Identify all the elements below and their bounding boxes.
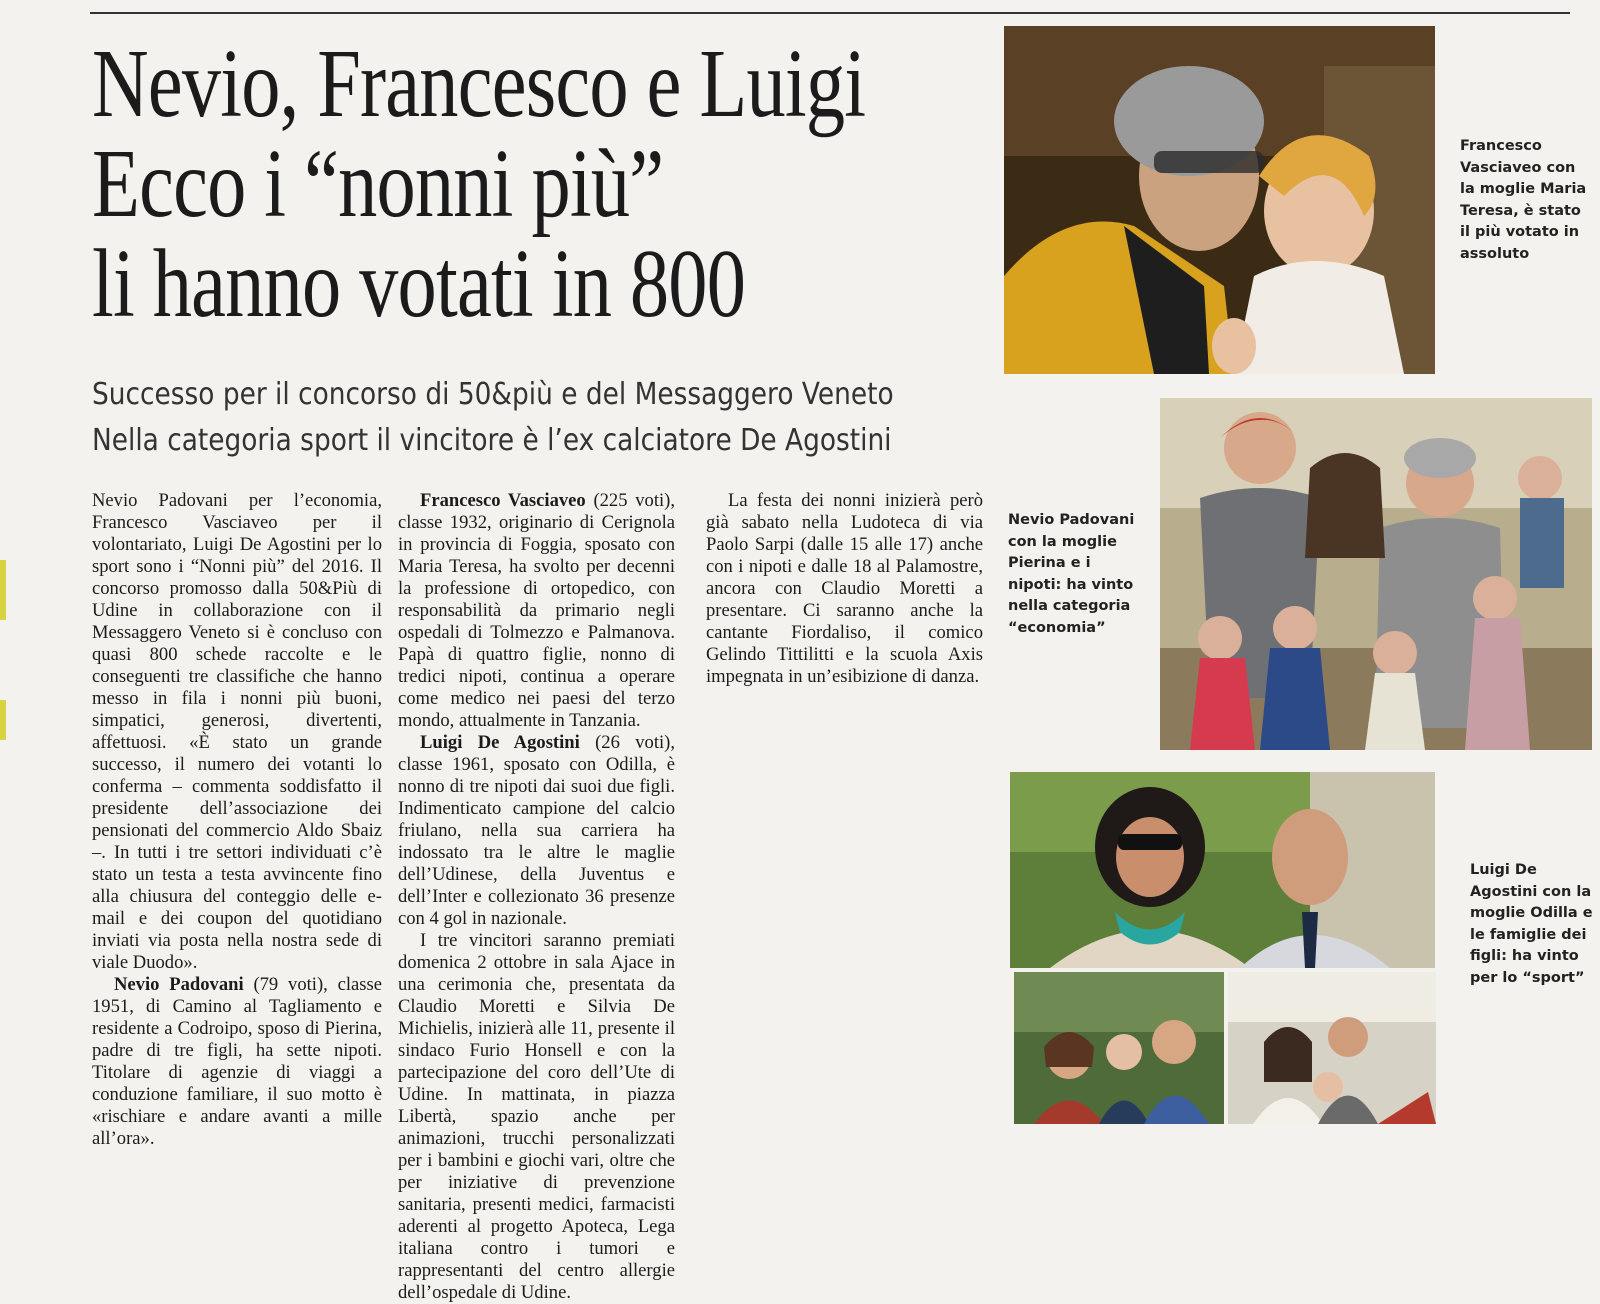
- top-rule: [90, 12, 1570, 14]
- caption-vasciaveo: [1460, 136, 1586, 265]
- article-text: (225 voti), classe 1932, originario di Cerignola in provincia di Foggia, sposato con Maria Teresa, ha svolto per decenni la professione di ortopedico, con responsabilità da primario negli ospedali di Tolmezzo e Palmanova. Papà di quattro figlie, nonno di tredici nipoti, continua a operare come medico nei paesi del terzo mondo, attualmente in Tanzania.: [398, 490, 675, 731]
- caption-line: le famiglie dei: [1470, 926, 1587, 943]
- caption-line: assoluto: [1460, 245, 1530, 262]
- caption-line: “economia”: [1008, 619, 1106, 636]
- person-name: Nevio Padovani: [114, 974, 244, 995]
- headline-line-1: Nevio, Francesco e Luigi: [92, 30, 866, 138]
- caption-padovani: [1008, 510, 1134, 639]
- article-column-2: [398, 490, 675, 1303]
- article-paragraph: [398, 490, 675, 732]
- caption-line: per lo “sport”: [1470, 969, 1585, 986]
- caption-de-agostini: [1470, 860, 1593, 989]
- article-paragraph: [92, 974, 382, 1150]
- caption-line: figli: ha vinto: [1470, 948, 1579, 964]
- page-edge-mark: [0, 700, 6, 740]
- caption-line: il più votato in: [1460, 224, 1580, 240]
- article-paragraph: La festa dei nonni inizierà però già sabato nella Ludoteca di via Paolo Sarpi (dalle 15 alle 17) anche con i nipoti e dalle 18 al Palamostre, ancora con Claudio Moretti a presentare. Ci saranno anche la cantante Fiordaliso, il comico Gelindo Tittilitti e la scuola Axis impegnata in un’esibizione di danza.: [706, 490, 983, 687]
- caption-line: Teresa, è stato: [1460, 202, 1581, 219]
- article-paragraph: Nevio Padovani per l’economia, Francesco Vasciaveo per il volontariato, Luigi De Agostini per lo sport sono i “Nonni più” del 2016. Il concorso promosso dalla 50&Più di Udine in collaborazione con il Messaggero Veneto si è concluso con quasi 800 schede raccolte e le conseguenti tre classifiche che hanno messo in fila i nonni più buoni, simpatici, generosi, divertenti, affettuosi. «È stato un grande successo, il numero dei votanti lo conferma – commenta soddisfatto il presidente dell’associazione dei pensionati del commercio Aldo Sbaiz –. In tutti i tre settori individuati c’è stato un testa a testa avvincente fino alla chiusura del conteggio delle e-mail e dei coupon del quotidiano inviati via posta nella nostra sede di viale Duodo».: [92, 490, 382, 973]
- headline-line-2: Ecco i “nonni più”: [92, 130, 664, 238]
- subheadline: [92, 372, 894, 464]
- caption-line: Francesco: [1460, 138, 1542, 154]
- caption-line: moglie Odilla e: [1470, 905, 1593, 921]
- caption-line: nipoti: ha vinto: [1008, 576, 1134, 593]
- article-paragraph: I tre vincitori saranno premiati domenica 2 ottobre in sala Ajace in una cerimonia che, presentata da Claudio Moretti e Silvia De Michielis, inizierà alle 11, presente il sindaco Furio Honsell e con la partecipazione del coro dell’Ute di Udine. In mattinata, in piazza Libertà, spazio anche per animazioni, trucchi personalizzati per i bambini e giochi vari, oltre che per iniziative di prevenzione sanitaria, presenti medici, farmacisti aderenti al progetto Apoteca, Lega italiana contro i tumori e rappresentanti del centro allergie dell’ospedale di Udine.: [398, 930, 675, 1303]
- subheadline-line-1: Successo per il concorso di 50&più e del Messaggero Veneto: [92, 377, 894, 412]
- person-name: Francesco Vasciaveo: [420, 490, 586, 511]
- caption-line: Luigi De: [1470, 862, 1537, 878]
- caption-line: Vasciaveo con: [1460, 159, 1576, 176]
- caption-line: con la moglie: [1008, 533, 1117, 550]
- photo-vasciaveo: [1004, 26, 1435, 374]
- photo-family-daughter: [1228, 972, 1436, 1124]
- caption-line: nella categoria: [1008, 598, 1131, 614]
- caption-line: la moglie Maria: [1460, 181, 1587, 197]
- headline-line-3: li hanno votati in 800: [92, 230, 746, 338]
- headline: [92, 30, 866, 338]
- photo-padovani: [1160, 398, 1592, 750]
- article-text: (79 voti), classe 1951, di Camino al Tagliamento e residente a Codroipo, sposo di Pierina, padre di tre figli, ha sette nipoti. Titolare di agenzie di viaggi a conduzione familiare, il suo motto è «rischiare e andare avanti a mille all’ora».: [92, 974, 382, 1149]
- article-paragraph: [398, 732, 675, 930]
- article-column-1: [92, 490, 382, 1149]
- article-text: (26 voti), classe 1961, sposato con Odilla, è nonno di tre nipoti dai suoi due figli. Indimenticato campione del calcio friulano, nella sua carriera ha indossato tra le altre le maglie dell’Udinese, della Juventus e dell’Inter e collezionato 36 presenze con 4 gol in nazionale.: [398, 732, 675, 929]
- subheadline-line-2: Nella categoria sport il vincitore è l’ex calciatore De Agostini: [92, 423, 892, 458]
- person-name: Luigi De Agostini: [420, 732, 580, 753]
- caption-line: Pierina e i: [1008, 555, 1091, 571]
- caption-line: Agostini con la: [1470, 883, 1592, 900]
- caption-line: Nevio Padovani: [1008, 512, 1135, 528]
- photo-de-agostini: [1010, 772, 1435, 968]
- article-column-3: [706, 490, 983, 1120]
- photo-family-son: [1014, 972, 1224, 1124]
- page-edge-mark: [0, 560, 6, 620]
